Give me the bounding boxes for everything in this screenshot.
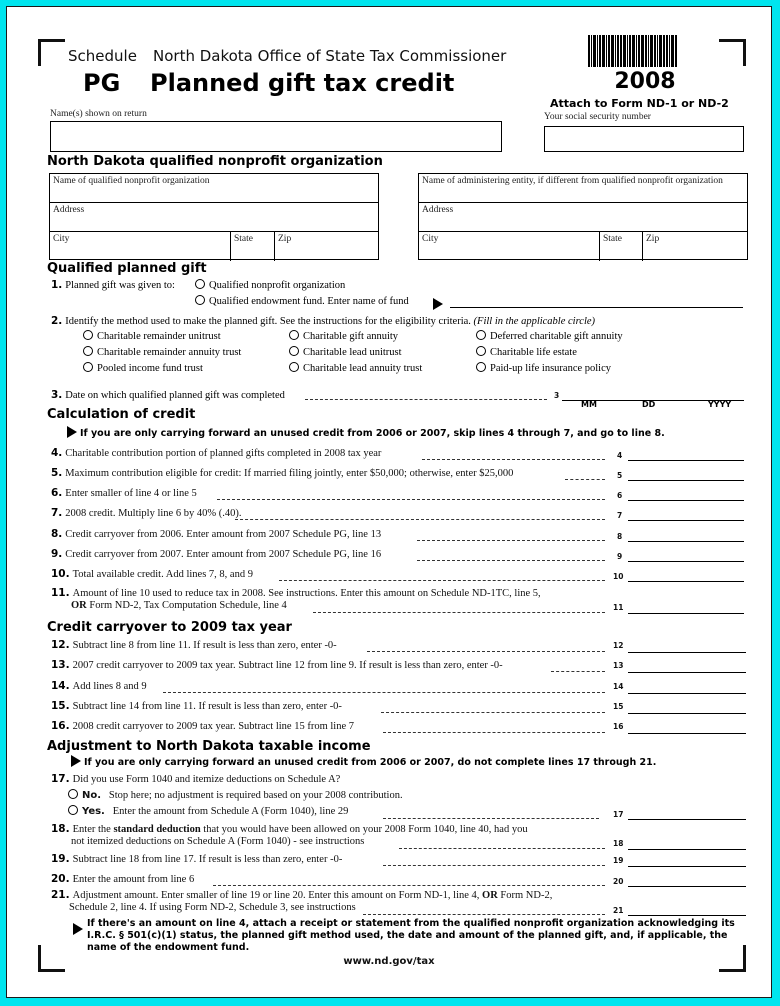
line-3 [51, 389, 285, 401]
line-ref: 10 [613, 572, 624, 581]
radio-icon[interactable] [476, 346, 486, 356]
line-8 [51, 528, 737, 540]
org-address-label: Address [53, 205, 85, 215]
leader-dots [383, 818, 599, 819]
line-text: Schedule 2, line 4. If using Form ND-2, Schedule 3, see instructions [69, 902, 356, 913]
line-number: 17. [51, 773, 70, 785]
leader-dots [383, 732, 605, 733]
line-10-amount-field[interactable] [628, 581, 744, 582]
line-ref: 5 [617, 471, 623, 480]
line-17-no-option[interactable] [68, 789, 737, 801]
line-3-number: 3. [51, 389, 63, 401]
method-option-label: Charitable life estate [490, 347, 577, 358]
line-text: that you would have been allowed on your 2008 Form 1040, line 40, had you [200, 824, 528, 835]
method-option-3[interactable] [476, 330, 623, 342]
line-number: 13. [51, 659, 70, 671]
barcode-icon [588, 35, 688, 67]
line-4-amount-field[interactable] [628, 460, 744, 461]
ssn-label: Your social security number [544, 112, 651, 122]
line-number: 21. [51, 889, 70, 901]
line-text: Charitable contribution portion of planned gifts completed in 2008 tax year [65, 448, 382, 459]
line-text: Enter the amount from line 6 [72, 874, 195, 885]
date-mm-label: MM [581, 400, 597, 409]
yes-text: Enter the amount from Schedule A (Form 1040), line 29 [112, 806, 349, 817]
attach-instruction: Attach to Form ND-1 or ND-2 [550, 97, 729, 110]
line-16-amount-field[interactable] [628, 733, 746, 734]
line-ref: 9 [617, 552, 623, 561]
organization-table [49, 173, 379, 260]
radio-yes[interactable] [68, 805, 78, 815]
leader-dots [399, 848, 605, 849]
line-19-amount-field[interactable] [628, 866, 746, 867]
line-number: 19. [51, 853, 70, 865]
radio-icon[interactable] [289, 346, 299, 356]
date-dd-label: DD [642, 400, 656, 409]
org-name-label: Name of qualified nonprofit organization [53, 176, 210, 186]
org-state-label: State [234, 234, 253, 244]
method-option-label: Paid-up life insurance policy [490, 363, 612, 374]
line-17-amount-field[interactable] [628, 819, 746, 820]
leader-dots [422, 459, 605, 460]
radio-icon[interactable] [289, 330, 299, 340]
line-number: 6. [51, 487, 63, 499]
attachment-note: If there's an amount on line 4, attach a receipt or statement from the qualified nonprofit organization acknowledging its I.R.C. § 501(c)(1) status, the planned gift method used, the date and amount of the planned gift, and, if applicable, the name of the endowment fund. [87, 918, 735, 953]
line-2-hint: (Fill in the applicable circle) [473, 316, 596, 327]
line-number: 8. [51, 528, 63, 540]
method-option-label: Pooled income fund trust [97, 363, 203, 374]
option-endowment-label: Qualified endowment fund. Enter name of fund [209, 296, 409, 307]
line-1 [51, 279, 175, 291]
calc-skip-note [67, 426, 665, 439]
line-ref: 8 [617, 532, 623, 541]
line-text: not itemized deductions on Schedule A (Form 1040) - see instructions [71, 836, 365, 847]
line-6 [51, 487, 737, 499]
footer-url[interactable]: www.nd.gov/tax [343, 956, 435, 967]
line-number: 7. [51, 507, 63, 519]
line-text: Subtract line 8 from line 11. If result is less than zero, enter -0- [72, 640, 337, 651]
line-ref: 20 [613, 877, 624, 886]
adjust-skip-note-text: If you are only carrying forward an unused credit from 2006 or 2007, do not complete lines 17 through 21. [84, 757, 657, 768]
method-option-9[interactable] [476, 362, 611, 374]
leader-dots [313, 612, 605, 613]
line-7-amount-field[interactable] [628, 520, 744, 521]
line-text: Amount of line 10 used to reduce tax in 2008. See instructions. Enter this amount on Schedule ND-1TC, line 5, [72, 588, 541, 599]
line-ref: 7 [617, 511, 623, 520]
line-1-number: 1. [51, 279, 63, 291]
line-ref: 17 [613, 810, 624, 819]
line-7 [51, 507, 737, 519]
calc-skip-note-text: If you are only carrying forward an unused credit from 2006 or 2007, skip lines 4 through 7, and go to line 8. [80, 428, 665, 439]
line-text: Enter smaller of line 4 or line 5 [65, 488, 197, 499]
line-9-amount-field[interactable] [628, 561, 744, 562]
arrow-right-icon [71, 755, 81, 767]
line-text: Did you use Form 1040 and itemize deductions on Schedule A? [72, 774, 341, 785]
line-text: Credit carryover from 2007. Enter amount from 2007 Schedule PG, line 16 [65, 549, 382, 560]
line-ref: 14 [613, 682, 624, 691]
org-city-label: City [53, 234, 70, 244]
method-option-2[interactable] [289, 330, 398, 342]
method-option-4[interactable] [83, 346, 241, 358]
line-18 [51, 823, 737, 835]
leader-dots [213, 885, 605, 886]
administering-entity-table [418, 173, 748, 260]
leader-dots [383, 865, 605, 866]
section-heading-organization: North Dakota qualified nonprofit organization [47, 154, 383, 169]
leader-dots [381, 712, 605, 713]
ssn-field[interactable] [544, 126, 744, 152]
radio-icon[interactable] [476, 330, 486, 340]
line-5-amount-field[interactable] [628, 480, 744, 481]
leader-dots [363, 914, 605, 915]
org-state-field[interactable] [230, 232, 274, 261]
line-ref: 11 [613, 603, 624, 612]
date-yyyy-label: YYYY [708, 400, 732, 409]
method-option-8[interactable] [289, 362, 422, 374]
line-number: 10. [51, 568, 70, 580]
line-14-amount-field[interactable] [628, 693, 746, 694]
schedule-label: Schedule [68, 47, 137, 65]
line-18-continued [71, 836, 737, 847]
section-heading-carryover: Credit carryover to 2009 tax year [47, 620, 292, 635]
admin-name-field[interactable] [419, 174, 747, 202]
admin-zip-field[interactable] [642, 232, 747, 261]
line-number: 9. [51, 548, 63, 560]
line-13 [51, 659, 737, 671]
section-heading-planned-gift: Qualified planned gift [47, 261, 207, 276]
leader-dots [417, 560, 605, 561]
line-text-bold: standard deduction [113, 824, 201, 835]
line-15-amount-field[interactable] [628, 713, 746, 714]
line-6-amount-field[interactable] [628, 500, 744, 501]
line-2-number: 2. [51, 315, 63, 327]
radio-endowment[interactable] [195, 295, 205, 305]
line-ref: 6 [617, 491, 623, 500]
arrow-right-icon [67, 426, 77, 438]
method-option-label: Charitable lead annuity trust [303, 363, 423, 374]
line-19 [51, 853, 737, 865]
line-text-bold: OR [71, 600, 87, 611]
line-number: 11. [51, 587, 70, 599]
leader-dots [565, 479, 605, 480]
admin-city-field[interactable] [419, 232, 599, 261]
method-option-6[interactable] [476, 346, 577, 358]
line-11-continued [71, 600, 737, 611]
line-20 [51, 873, 737, 885]
method-option-label: Charitable remainder annuity trust [97, 347, 242, 358]
admin-state-field[interactable] [599, 232, 642, 261]
line-14 [51, 680, 737, 692]
option-nonprofit-label: Qualified nonprofit organization [209, 280, 346, 291]
arrow-right-icon [433, 295, 446, 313]
line-ref: 21 [613, 906, 624, 915]
line-9 [51, 548, 737, 560]
leader-dots [305, 399, 547, 400]
admin-address-label: Address [422, 205, 454, 215]
no-text: Stop here; no adjustment is required based on your 2008 contribution. [108, 790, 403, 801]
radio-nonprofit[interactable] [195, 279, 205, 289]
arrow-right-icon [73, 920, 86, 938]
line-text: Maximum contribution eligible for credit: If married filing jointly, enter $50,000; otherwise, enter $25,000 [65, 468, 514, 479]
line-ref: 15 [613, 702, 624, 711]
line-2 [51, 315, 595, 327]
method-option-label: Deferred charitable gift annuity [490, 331, 623, 342]
names-label: Name(s) shown on return [50, 109, 147, 119]
line-12 [51, 639, 737, 651]
leader-dots [367, 651, 605, 652]
radio-icon[interactable] [289, 362, 299, 372]
method-option-5[interactable] [289, 346, 402, 358]
org-name-field[interactable] [50, 174, 378, 202]
line-text: Form ND-2, [497, 890, 553, 901]
admin-zip-label: Zip [646, 234, 660, 244]
line-4 [51, 447, 737, 459]
line-number: 4. [51, 447, 63, 459]
line-1-text: Planned gift was given to: [65, 280, 175, 291]
org-zip-field[interactable] [274, 232, 378, 261]
leader-dots [551, 671, 605, 672]
fund-name-field[interactable] [450, 307, 743, 308]
leader-dots [279, 580, 605, 581]
line-number: 14. [51, 680, 70, 692]
line-3-text: Date on which qualified planned gift was completed [65, 390, 285, 401]
form-page [6, 6, 772, 998]
line-number: 16. [51, 720, 70, 732]
line-number: 20. [51, 873, 70, 885]
line-15 [51, 700, 737, 712]
method-option-label: Charitable remainder unitrust [97, 331, 221, 342]
line-10 [51, 568, 737, 580]
line-text-bold: OR [482, 890, 498, 901]
radio-icon[interactable] [83, 330, 93, 340]
line-11-amount-field[interactable] [628, 613, 744, 614]
line-13-amount-field[interactable] [628, 672, 746, 673]
adjust-skip-note [71, 755, 656, 768]
line-12-amount-field[interactable] [628, 652, 746, 653]
line-21-amount-field[interactable] [628, 915, 746, 916]
line-text: Total available credit. Add lines 7, 8, and 9 [72, 569, 253, 580]
line-2-text: Identify the method used to make the planned gift. See the instructions for the eligibility criteria. [65, 316, 471, 327]
line-20-amount-field[interactable] [628, 886, 746, 887]
line-5 [51, 467, 737, 479]
line-11 [51, 587, 737, 599]
line-number: 15. [51, 700, 70, 712]
line-text: 2008 credit. Multiply line 6 by 40% (.40). [65, 508, 242, 519]
schedule-code: PG [83, 69, 121, 97]
line-text: 2008 credit carryover to 2009 tax year. Subtract line 15 from line 7 [72, 721, 354, 732]
line-8-amount-field[interactable] [628, 541, 744, 542]
line-text: Add lines 8 and 9 [72, 681, 147, 692]
line-ref: 4 [617, 451, 623, 460]
line-1-option-nonprofit[interactable] [195, 279, 345, 291]
line-21-continued [69, 902, 737, 913]
agency-name: North Dakota Office of State Tax Commissioner [153, 47, 507, 65]
line-number: 5. [51, 467, 63, 479]
line-text: Enter the [72, 824, 114, 835]
line-ref: 12 [613, 641, 624, 650]
line-1-option-endowment[interactable] [195, 295, 409, 307]
radio-icon[interactable] [83, 362, 93, 372]
line-17-yes-option[interactable] [68, 805, 737, 817]
line-text: Credit carryover from 2006. Enter amount from 2007 Schedule PG, line 13 [65, 529, 382, 540]
form-title: Planned gift tax credit [150, 69, 455, 97]
tax-year: 2008 [614, 69, 676, 94]
yes-label: Yes. [82, 806, 105, 817]
leader-dots [163, 692, 605, 693]
line-text: Adjustment amount. Enter smaller of line 19 or line 20. Enter this amount on Form ND-1, line 4, [72, 890, 483, 901]
radio-icon[interactable] [83, 346, 93, 356]
line-17 [51, 773, 737, 785]
admin-address-field[interactable] [419, 203, 747, 231]
line-text: Subtract line 14 from line 11. If result is less than zero, enter -0- [72, 701, 342, 712]
admin-city-label: City [422, 234, 439, 244]
org-city-field[interactable] [50, 232, 230, 261]
org-zip-label: Zip [278, 234, 292, 244]
radio-icon[interactable] [476, 362, 486, 372]
names-field[interactable] [50, 121, 502, 152]
line-ref: 18 [613, 839, 624, 848]
line-number: 12. [51, 639, 70, 651]
method-option-7[interactable] [83, 362, 203, 374]
corner-mark-top-right [719, 39, 746, 66]
leader-dots [217, 499, 605, 500]
org-address-field[interactable] [50, 203, 378, 231]
line-text: Subtract line 18 from line 17. If result is less than zero, enter -0- [72, 854, 343, 865]
leader-dots [235, 519, 605, 520]
line-16 [51, 720, 737, 732]
admin-state-label: State [603, 234, 622, 244]
line-text: 2007 credit carryover to 2009 tax year. Subtract line 12 from line 9. If result is less than zero, enter -0- [72, 660, 503, 671]
corner-mark-top-left [38, 39, 65, 66]
section-heading-adjustment: Adjustment to North Dakota taxable income [47, 739, 371, 754]
method-option-1[interactable] [83, 330, 221, 342]
no-label: No. [82, 790, 102, 801]
admin-name-label: Name of administering entity, if different from qualified nonprofit organization [422, 176, 723, 186]
method-option-label: Charitable gift annuity [303, 331, 399, 342]
line-number: 18. [51, 823, 70, 835]
line-ref: 13 [613, 661, 624, 670]
section-heading-calculation: Calculation of credit [47, 407, 196, 422]
radio-no[interactable] [68, 789, 78, 799]
leader-dots [417, 540, 605, 541]
line-ref: 16 [613, 722, 624, 731]
line-3-ref: 3 [554, 391, 560, 400]
line-18-amount-field[interactable] [628, 849, 746, 850]
line-text: Form ND-2, Tax Computation Schedule, line 4 [86, 600, 287, 611]
method-option-label: Charitable lead unitrust [303, 347, 402, 358]
line-ref: 19 [613, 856, 624, 865]
line-21 [51, 889, 737, 901]
